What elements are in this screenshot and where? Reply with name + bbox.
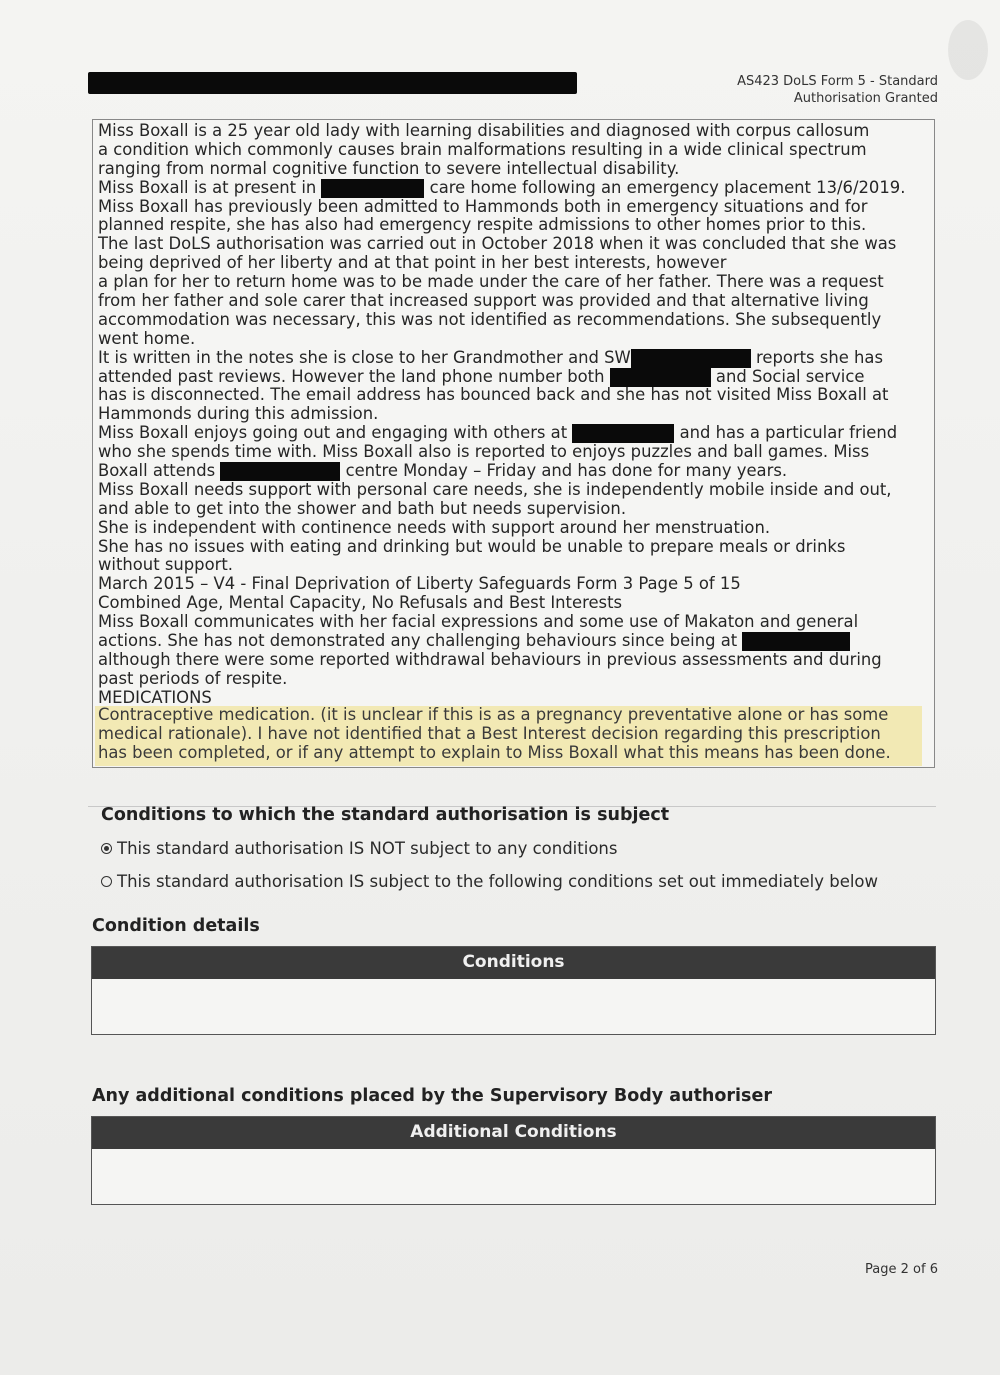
radio-unselected-icon[interactable]: [101, 876, 112, 887]
body-line: [98, 254, 928, 273]
body-text-segment: attended past reviews. However the land phone number both: [98, 366, 610, 386]
scan-smudge: [948, 20, 988, 80]
body-text-segment: a condition which commonly causes brain malformations resulting in a wide clinical spectrum: [98, 139, 867, 159]
body-line: [98, 405, 928, 424]
body-text-segment: Miss Boxall is a 25 year old lady with learning disabilities and diagnosed with corpus callosum: [98, 121, 870, 140]
body-line: [98, 141, 928, 160]
body-text-segment: Miss Boxall has previously been admitted to Hammonds both in emergency situations and for: [98, 196, 868, 216]
body-text-segment: being deprived of her liberty and at that point in her best interests, however: [98, 253, 727, 273]
body-text-segment: She has no issues with eating and drinking but would be unable to prepare meals or drinks: [98, 536, 846, 556]
body-line: [98, 179, 928, 198]
conditions-table-body[interactable]: [92, 979, 935, 1034]
body-line: [98, 216, 928, 235]
option-subject-label: This standard authorisation IS subject to the following conditions set out immediately below: [117, 872, 879, 891]
body-line: [98, 500, 928, 519]
body-text-segment: and able to get into the shower and bath but needs supervision.: [98, 498, 627, 518]
highlight-line: medical rationale). I have not identified that a Best Interest decision regarding this prescription: [98, 723, 881, 743]
option-subject-row[interactable]: [101, 872, 878, 891]
additional-conditions-table: [91, 1116, 936, 1205]
body-text-segment: and Social service: [710, 366, 865, 386]
body-line: [98, 670, 928, 689]
body-text-segment: from her father and sole carer that increased support was provided and that alternative living: [98, 291, 869, 311]
redacted-text: [572, 424, 674, 443]
body-line: [98, 122, 928, 141]
conditions-heading: Conditions to which the standard authorisation is subject: [101, 805, 670, 825]
body-line: [98, 235, 928, 254]
redacted-text: [742, 632, 850, 651]
body-line: [98, 481, 928, 500]
body-text-segment: Miss Boxall communicates with her facial expressions and some use of Makaton and general: [98, 612, 859, 632]
body-text-segment: centre Monday – Friday and has done for many years.: [340, 461, 788, 481]
body-text-segment: a plan for her to return home was to be made under the care of her father. There was a request: [98, 272, 884, 292]
option-not-subject-label: This standard authorisation IS NOT subject to any conditions: [117, 839, 618, 858]
highlight-line: has been completed, or if any attempt to explain to Miss Boxall what this means has been done.: [98, 742, 891, 762]
body-line: [98, 292, 928, 311]
redacted-name-bar: [88, 72, 577, 94]
body-text-segment: Hammonds during this admission.: [98, 404, 379, 424]
body-line: [98, 273, 928, 292]
body-text-segment: March 2015 – V4 - Final Deprivation of Liberty Safeguards Form 3 Page 5 of 15: [98, 574, 741, 594]
body-line: [98, 349, 928, 368]
body-text-segment: and has a particular friend: [674, 423, 898, 443]
body-line: [98, 443, 928, 462]
body-text-segment: It is written in the notes she is close to her Grandmother and SW: [98, 347, 631, 367]
body-text-segment: who she spends time with. Miss Boxall also is reported to enjoys puzzles and ball games. Miss: [98, 442, 870, 462]
body-line: [98, 424, 928, 443]
medication-concern-text: [98, 706, 928, 763]
body-line: [98, 160, 928, 179]
body-line: [98, 386, 928, 405]
body-text-segment: Miss Boxall is at present in: [98, 177, 322, 197]
conditions-table: [91, 946, 936, 1035]
body-text-segment: went home.: [98, 328, 196, 348]
body-line: [98, 462, 928, 481]
body-line: [98, 330, 928, 349]
body-line: [98, 632, 928, 651]
body-text-segment: without support.: [98, 555, 233, 575]
body-text-segment: planned respite, she has also had emergency respite admissions to other homes prior to this.: [98, 215, 867, 235]
body-text-segment: care home following an emergency placement 13/6/2019.: [424, 177, 906, 197]
body-text-segment: ranging from normal cognitive function to severe intellectual disability.: [98, 158, 680, 178]
body-line: [98, 519, 928, 538]
body-text-segment: past periods of respite.: [98, 668, 288, 688]
body-text-segment: Combined Age, Mental Capacity, No Refusals and Best Interests: [98, 593, 623, 613]
body-line: [98, 368, 928, 387]
body-text-segment: has is disconnected. The email address has bounced back and she has not visited Miss Boxall at: [98, 385, 889, 405]
body-text-segment: Miss Boxall enjoys going out and engaging with others at: [98, 423, 573, 443]
conditions-table-header: Conditions: [92, 947, 935, 979]
body-text-segment: Miss Boxall needs support with personal care needs, she is independently mobile inside and out,: [98, 479, 892, 499]
body-line: [98, 594, 928, 613]
body-line: [98, 613, 928, 632]
body-text-segment: The last DoLS authorisation was carried out in October 2018 when it was concluded that she was: [98, 234, 897, 254]
option-not-subject-row[interactable]: [101, 839, 617, 858]
form-title-line2: Authorisation Granted: [793, 91, 938, 106]
body-text-segment: although there were some reported withdrawal behaviours in previous assessments and during: [98, 649, 882, 669]
radio-selected-icon[interactable]: [101, 843, 112, 854]
body-text-segment: MEDICATIONS: [98, 687, 212, 707]
body-line: [98, 538, 928, 557]
form-title-line1: AS423 DoLS Form 5 - Standard: [737, 74, 938, 89]
page-number: Page 2 of 6: [865, 1262, 938, 1277]
body-line: [98, 651, 928, 670]
body-line: [98, 198, 928, 217]
body-text-segment: She is independent with continence needs with support around her menstruation.: [98, 517, 771, 537]
body-line: [98, 575, 928, 594]
additional-conditions-table-body[interactable]: [92, 1149, 935, 1204]
additional-conditions-table-header: Additional Conditions: [92, 1117, 935, 1149]
redacted-text: [220, 462, 340, 481]
additional-conditions-heading: Any additional conditions placed by the Supervisory Body authoriser: [92, 1086, 772, 1106]
condition-details-heading: Condition details: [92, 916, 260, 936]
redacted-text: [631, 349, 751, 368]
redacted-text: [321, 179, 424, 198]
body-line: [98, 311, 928, 330]
body-text-segment: Boxall attends: [98, 461, 221, 481]
body-text-segment: actions. She has not demonstrated any challenging behaviours since being at: [98, 631, 743, 651]
body-text-segment: reports she has: [750, 347, 883, 367]
redacted-text: [610, 368, 711, 387]
form-header: [737, 73, 938, 107]
body-line: [98, 556, 928, 575]
body-text-segment: accommodation was necessary, this was not identified as recommendations. She subsequently: [98, 309, 882, 329]
assessment-body-text: [98, 122, 928, 708]
highlight-line: Contraceptive medication. (it is unclear if this is as a pregnancy preventative alone or has some: [98, 705, 889, 724]
